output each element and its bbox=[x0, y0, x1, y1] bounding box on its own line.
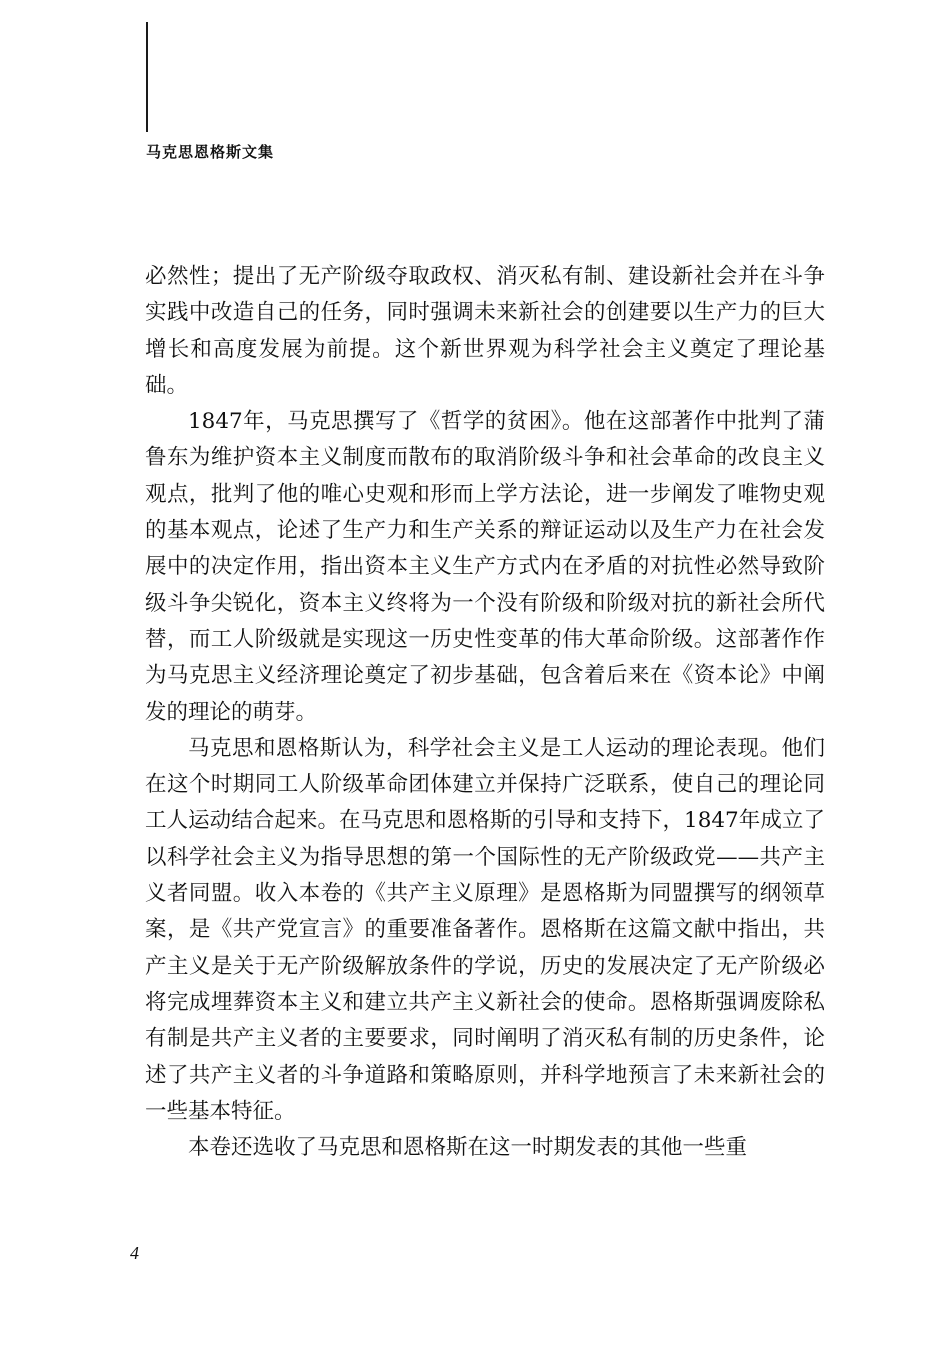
paragraph-2: 1847年，马克思撰写了《哲学的贫困》。他在这部著作中批判了蒲鲁东为维护资本主义制度而散布的取消阶级斗争和社会革命的改良主义观点，批判了他的唯心史观和形而上学方法论，进一步阐发了唯物史观的基本观点，论述了生产力和生产关系的辩证运动以及生产力在社会发展中的决定作用，指出资本主义生产方式内在矛盾的对抗性必然导致阶级斗争尖锐化，资本主义终将为一个没有阶级和阶级对抗的新社会所代替，而工人阶级就是实现这一历史性变革的伟大革命阶级。这部著作作为马克思主义经济理论奠定了初步基础，包含着后来在《资本论》中阐发的理论的萌芽。 bbox=[145, 409, 825, 725]
paragraph-4: 本卷还选收了马克思和恩格斯在这一时期发表的其他一些重 bbox=[188, 1135, 748, 1161]
paragraph-3: 马克思和恩格斯认为，科学社会主义是工人运动的理论表现。他们在这个时期同工人阶级革命团体建立并保持广泛联系，使自己的理论同工人运动结合起来。在马克思和恩格斯的引导和支持下，1847年成立了以科学社会主义为指导思想的第一个国际性的无产阶级政党——共产主义者同盟。收入本卷的《共产主义原理》是恩格斯为同盟撰写的纲领草案，是《共产党宣言》的重要准备著作。恩格斯在这篇文献中指出，共产主义是关于无产阶级解放条件的学说，历史的发展决定了无产阶级必将完成埋葬资本主义和建立共产主义新社会的使命。恩格斯强调废除私有制是共产主义者的主要要求，同时阐明了消灭私有制的历史条件，论述了共产主义者的斗争道路和策略原则，并科学地预言了未来新社会的一些基本特征。 bbox=[145, 735, 825, 1124]
paragraph-1: 必然性；提出了无产阶级夺取政权、消灭私有制、建设新社会并在斗争实践中改造自己的任务，同时强调未来新社会的创建要以生产力的巨大增长和高度发展为前提。这个新世界观为科学社会主义奠定了理论基础。 bbox=[145, 264, 825, 398]
page-number: 4 bbox=[130, 1243, 139, 1263]
header-vertical-rule bbox=[146, 22, 148, 132]
running-head-title: 马克思恩格斯文集 bbox=[146, 143, 275, 161]
body-text bbox=[145, 259, 825, 1166]
